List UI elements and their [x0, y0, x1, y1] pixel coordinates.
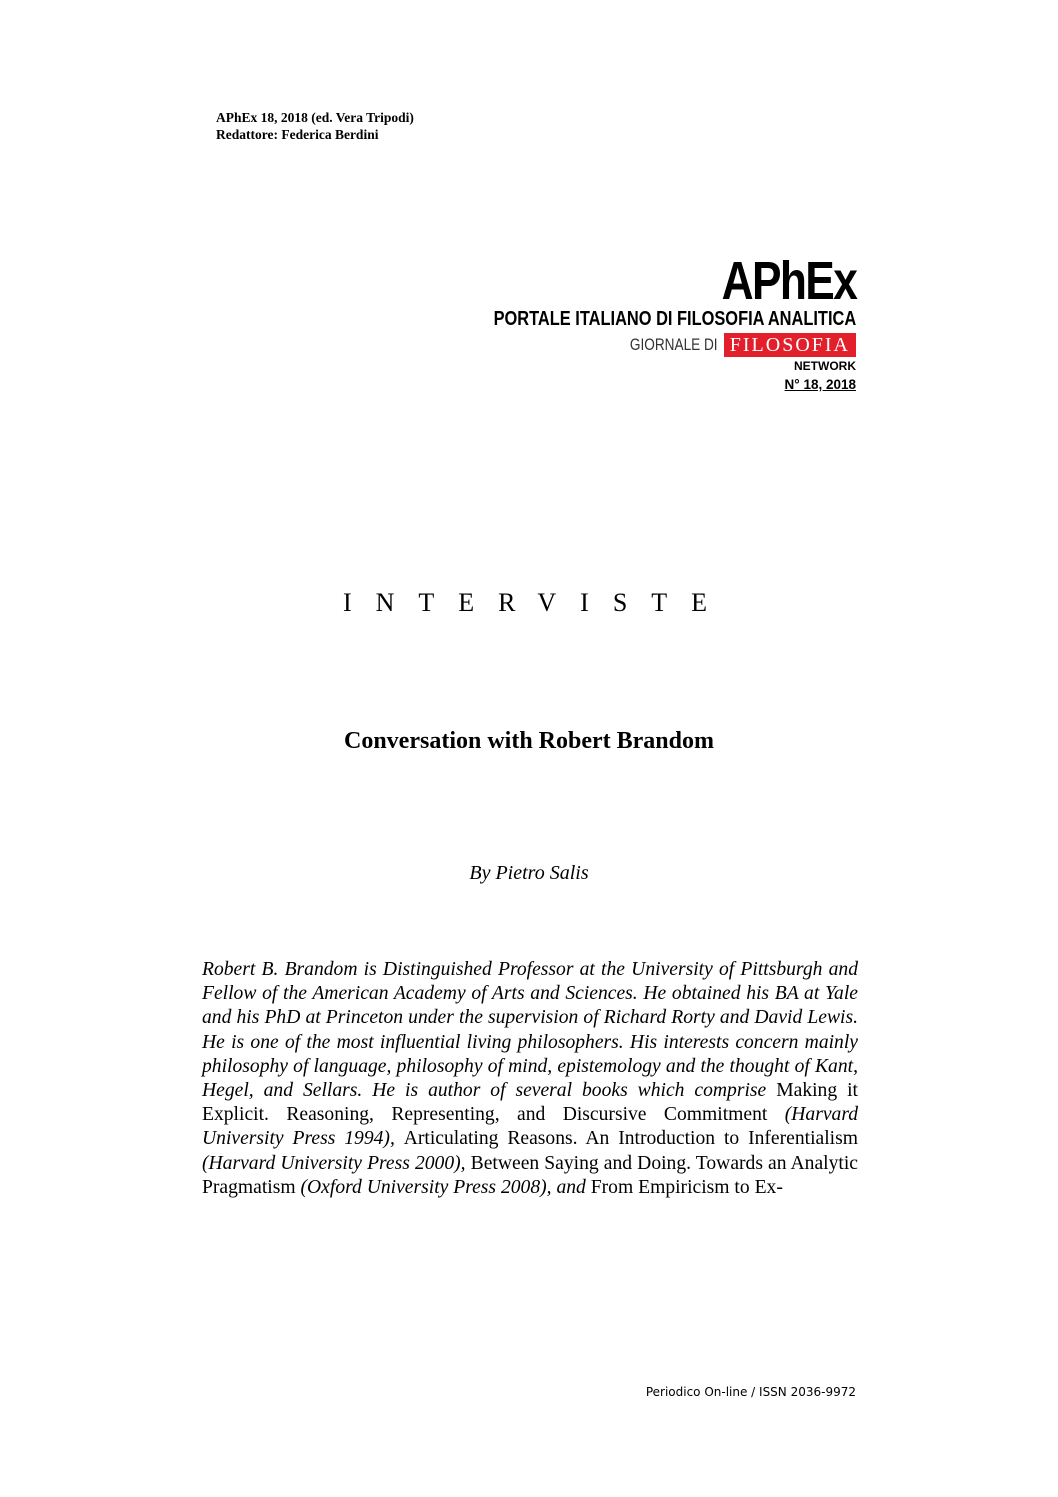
section-heading: INTERVISTE	[342, 588, 732, 617]
giornale-prefix: GIORNALE DI	[630, 335, 718, 354]
logo-name: APhEx	[721, 251, 856, 311]
header-journal-line: APhEx 18, 2018 (ed. Vera Tripodi)	[216, 110, 414, 125]
logo-subtitle: PORTALE ITALIANO DI FILOSOFIA ANALITICA	[493, 308, 856, 330]
book-publisher: (Harvard University Press 1994),	[202, 1104, 859, 1150]
issue-number: N° 18, 2018	[784, 377, 856, 392]
book-title: Making it Explicit. Reasoning, Representing, and Discursive Commitment	[202, 1080, 858, 1126]
running-header	[216, 109, 414, 143]
page-footer: Periodico On-line / ISSN 2036-9972	[645, 1385, 856, 1399]
logo-network: NETWORK	[794, 359, 856, 373]
filosofia-badge: FILOSOFIA	[724, 333, 856, 357]
journal-logo	[414, 251, 856, 393]
abstract-text: Robert B. Brandom is Distinguished Professor at the University of Pittsburgh and Fellow of the American Academy of Arts and Sciences. He obtained his BA at Yale and his PhD at Princeton under the supervision of Richard Rorty and David Lewis. He is one of the most influential living philosophers. His interests concern mainly philosophy of language, philosophy of mind, epistemology and the thought of Kant, Hegel, and Sellars. He is author of several books which comprise	[202, 959, 858, 1102]
book-title: Articulating Reasons. An Introduction to Inferentialism	[403, 1128, 858, 1150]
logo-giornale	[414, 333, 856, 357]
header-editor-line: Redattore: Federica Berdini	[216, 127, 379, 142]
article-title: Conversation with Robert Brandom	[344, 728, 714, 754]
abstract-paragraph	[202, 958, 858, 1200]
book-publisher: (Harvard University Press 2000),	[202, 1152, 471, 1174]
book-title: Between Saying and Doing. Towards an Analytic Pragmatism	[202, 1152, 859, 1198]
article-author: By Pietro Salis	[469, 862, 589, 884]
book-title: From Empiricism to Ex-	[590, 1176, 783, 1198]
book-publisher: (Oxford University Press 2008), and	[295, 1176, 591, 1198]
